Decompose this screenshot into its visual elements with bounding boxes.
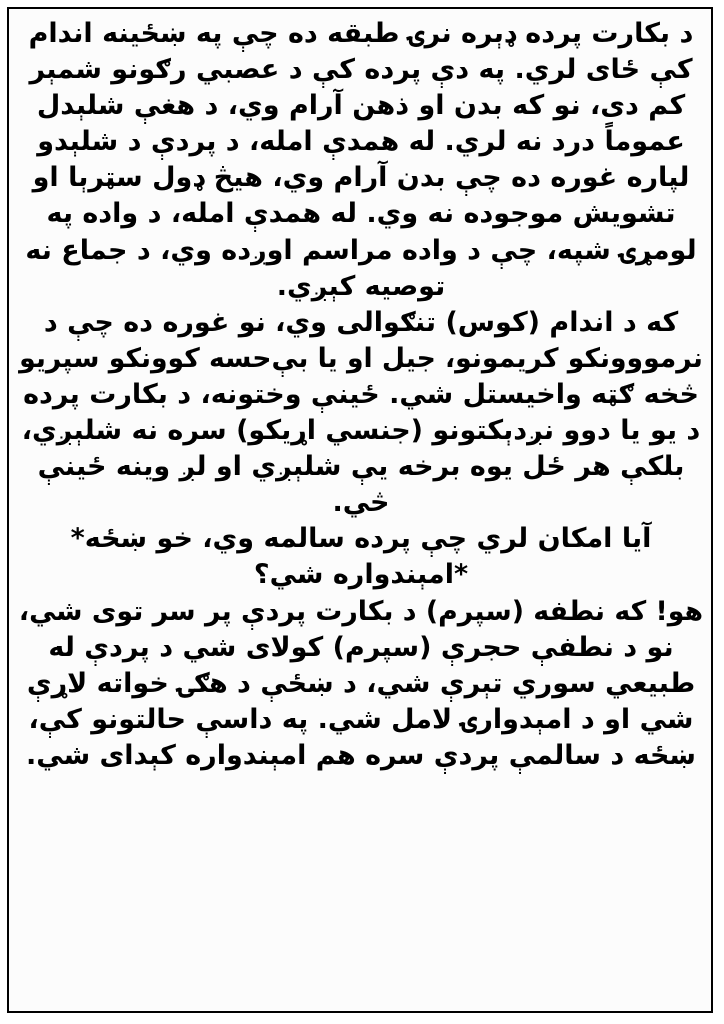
text-line: کم دی، نو که بدن او ذهن آرام وي، د هغې شلېدل [36,90,686,122]
text-line: که د اندام (کوس) تنګوالی وي، نو غوره ده چې د [43,306,679,338]
text-line: څخه ګټه واخیستل شي. ځینې وختونه، د بکارت پرده [23,378,699,410]
text-line: شي او د امېدوارۍ لامل شي. په داسې حالتونو کې، [28,703,694,735]
document-body [18,16,704,774]
text-line: د یو یا دوو نږدېکتونو (جنسي اړیکو) سره نه شلېږي، [21,415,701,447]
text-line: هو! که نطفه (سپرم) د بکارت پردې پر سر توی شي، [18,595,704,627]
text-line: نرمووونکو کریمونو، جیل او یا بې‌حسه کوونکو سپریو [19,342,703,374]
text-line: ښځه د سالمې پردې سره هم امېندواره کېدای شي. [26,739,696,771]
text-line: طبیعي سوري تېرې شي، د ښځې د هګۍ خواته لاړې [26,667,696,699]
question-line: آیا امکان لري چې پرده سالمه وي، خو ښځه* [70,523,652,555]
question-line: *امېندواره شي؟ [253,559,469,591]
text-line: تشویش موجوده نه وي. له همدې امله، د واده په [46,198,676,230]
text-line: نو د نطفې حجرې (سپرم) کولای شي د پردې له [48,631,674,663]
text-line: توصیه کېږي. [276,270,446,302]
text-line: لومړۍ شپه، چې د واده مراسم اوږده وي، د جماع نه [25,234,697,266]
text-line: کې ځای لري. په دې پرده کې د عصبي رګونو شمېر [29,54,693,86]
text-line: د بکارت پرده ډېره نرۍ طبقه ده چې په ښځینه اندام [28,18,694,49]
text-line: بلکې هر ځل یوه برخه یې شلېږي او لږ وینه ځینې [37,451,685,483]
text-line: لپاره غوره ده چې بدن آرام وي، هیڅ ډول سټرېا او [32,162,690,194]
text-line: عموماً درد نه لري. له همدې امله، د پردې د شلېدو [37,126,685,158]
text-line: څي. [332,487,390,519]
